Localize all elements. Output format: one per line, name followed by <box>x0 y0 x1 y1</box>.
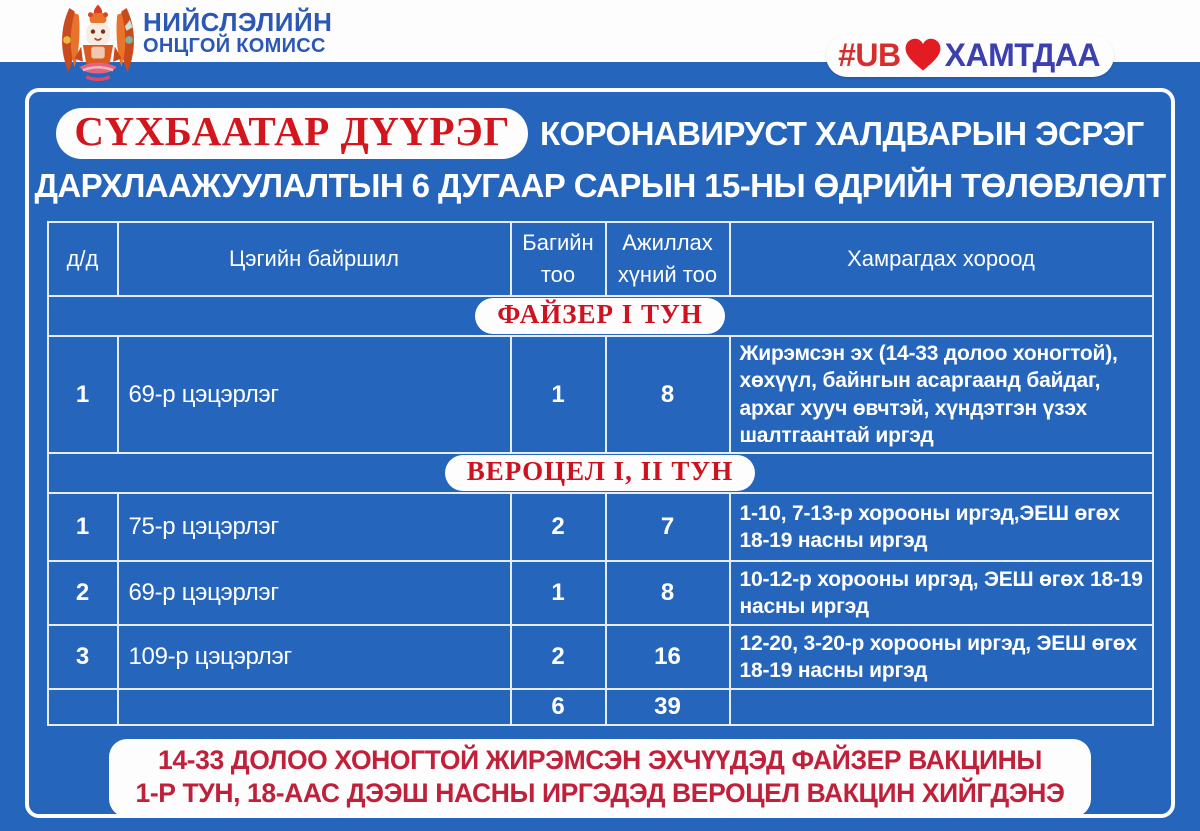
khangarid-emblem-icon <box>54 3 142 87</box>
section-badge-pfizer: ФАЙЗЕР I ТУН <box>475 298 725 334</box>
district-badge: СҮХБААТАР ДҮҮРЭГ <box>56 108 528 159</box>
footer-notice-banner <box>109 739 1090 817</box>
totals-teams: 6 <box>511 689 606 725</box>
totals-workers: 39 <box>606 689 730 725</box>
ub-hamtdaa-badge <box>826 35 1114 77</box>
totals-empty-num <box>48 689 118 725</box>
cell-teams: 2 <box>511 625 606 689</box>
title-line-2: ДАРХЛААЖУУЛАЛТЫН 6 ДУГААР САРЫН 15-НЫ ӨДРИЙН ТӨЛӨВЛӨЛТ <box>34 167 1166 205</box>
title-line1-text: КОРОНАВИРУСТ ХАЛДВАРЫН ЭСРЭГ <box>539 114 1144 152</box>
totals-empty-khoroos <box>730 689 1153 725</box>
section-row-verocell <box>48 453 1153 493</box>
poster-title <box>29 108 1171 205</box>
cell-khoroos: 12-20, 3-20-р хорооны иргэд, ЭЕШ өгөх 18-19 насны иргэд <box>730 625 1153 689</box>
table-row <box>48 625 1153 689</box>
totals-row <box>48 689 1153 725</box>
title-line-1 <box>29 108 1171 159</box>
totals-empty-location <box>118 689 511 725</box>
cell-workers: 8 <box>606 561 730 625</box>
org-name-line1: НИЙСЛЭЛИЙН <box>143 7 333 37</box>
cell-num: 2 <box>48 561 118 625</box>
cell-location: 69-р цэцэрлэг <box>118 336 511 453</box>
cell-num: 3 <box>48 625 118 689</box>
header-teams: Багийн тоо <box>511 222 606 296</box>
cell-workers: 8 <box>606 336 730 453</box>
cell-khoroos: 1-10, 7-13-р хорооны иргэд,ЭЕШ өгөх 18-19 насны иргэд <box>730 493 1153 561</box>
table-row <box>48 561 1153 625</box>
table-row <box>48 493 1153 561</box>
cell-workers: 16 <box>606 625 730 689</box>
cell-workers: 7 <box>606 493 730 561</box>
footer-notice-line1: 14-33 ДОЛОО ХОНОГТОЙ ЖИРЭМСЭН ЭХЧҮҮДЭД ФАЙЗЕР ВАКЦИНЫ <box>158 745 1042 776</box>
section-row-pfizer <box>48 296 1153 336</box>
cell-num: 1 <box>48 336 118 453</box>
table-header-row <box>48 222 1153 296</box>
hashtag-suffix: ХАМТДАА <box>944 36 1100 73</box>
heart-icon <box>903 36 943 74</box>
content-frame <box>25 88 1175 818</box>
cell-teams: 2 <box>511 493 606 561</box>
cell-khoroos: Жирэмсэн эх (14-33 долоо хоногтой), хөхүүл, байнгын асаргаанд байдаг, архаг хууч өвчтэй, хүндэтгэн үзэх шалтгаантай иргэд <box>730 336 1153 453</box>
cell-location: 109-р цэцэрлэг <box>118 625 511 689</box>
cell-location: 75-р цэцэрлэг <box>118 493 511 561</box>
header-location: Цэгийн байршил <box>118 222 511 296</box>
cell-teams: 1 <box>511 561 606 625</box>
header-num: д/д <box>48 222 118 296</box>
header-workers: Ажиллах хүний тоо <box>606 222 730 296</box>
city-emblem-logo <box>54 3 142 87</box>
hashtag-prefix: #UB <box>838 36 901 73</box>
cell-num: 1 <box>48 493 118 561</box>
main-panel <box>0 62 1200 831</box>
section-badge-verocell: ВЕРОЦЕЛ I, II ТУН <box>445 455 755 491</box>
cell-teams: 1 <box>511 336 606 453</box>
org-name <box>143 8 332 58</box>
cell-khoroos: 10-12-р хорооны иргэд, ЭЕШ өгөх 18-19 насны иргэд <box>730 561 1153 625</box>
org-name-line2: ОНЦГОЙ КОМИСС <box>143 35 326 58</box>
cell-location: 69-р цэцэрлэг <box>118 561 511 625</box>
table-row <box>48 336 1153 453</box>
vaccination-schedule-table <box>47 221 1154 726</box>
header-khoroos: Хамрагдах хороод <box>730 222 1153 296</box>
footer-notice-line2: 1-Р ТУН, 18-ААС ДЭЭШ НАСНЫ ИРГЭДЭД ВЕРОЦЕЛ ВАКЦИН ХИЙГДЭНЭ <box>135 777 1065 808</box>
